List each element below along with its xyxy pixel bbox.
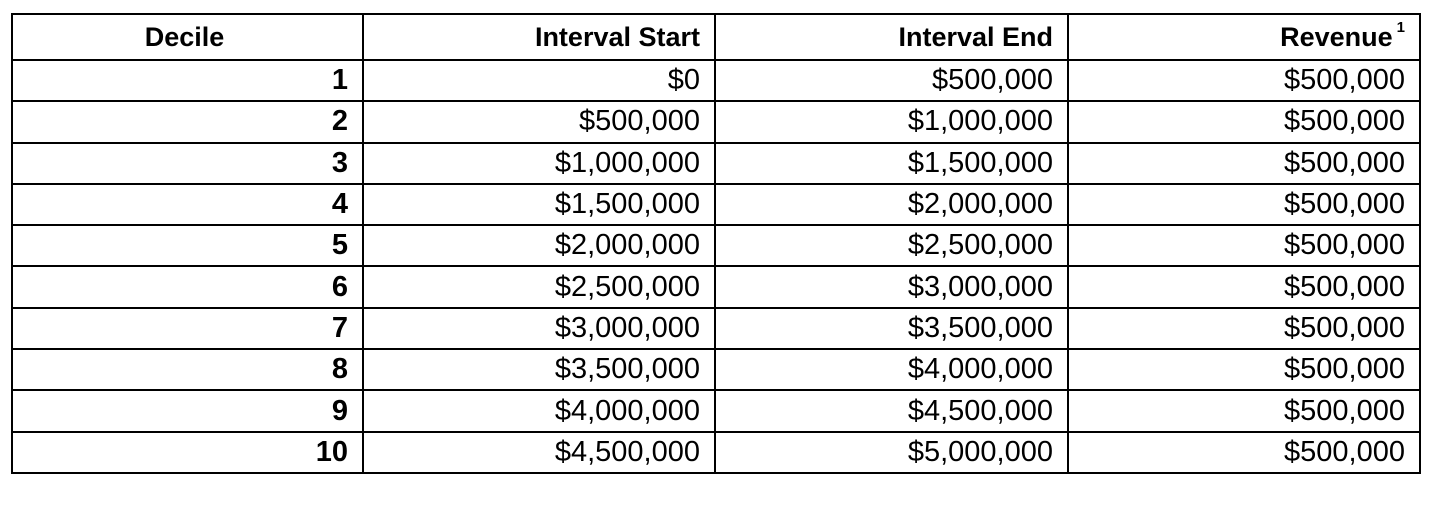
interval-start-cell: $0 bbox=[363, 60, 715, 101]
revenue-cell: $500,000 bbox=[1068, 225, 1420, 266]
decile-cell: 6 bbox=[12, 266, 363, 307]
table-row bbox=[12, 101, 1420, 142]
header-interval-start: Interval Start bbox=[363, 14, 715, 60]
header-revenue bbox=[1068, 14, 1420, 60]
interval-end-cell: $2,500,000 bbox=[715, 225, 1068, 266]
decile-cell: 2 bbox=[12, 101, 363, 142]
decile-cell: 9 bbox=[12, 390, 363, 431]
interval-end-cell: $1,000,000 bbox=[715, 101, 1068, 142]
revenue-cell: $500,000 bbox=[1068, 60, 1420, 101]
interval-start-cell: $4,000,000 bbox=[363, 390, 715, 431]
interval-start-cell: $500,000 bbox=[363, 101, 715, 142]
interval-end-cell: $5,000,000 bbox=[715, 432, 1068, 473]
interval-end-cell: $500,000 bbox=[715, 60, 1068, 101]
interval-end-cell: $4,500,000 bbox=[715, 390, 1068, 431]
table-row bbox=[12, 225, 1420, 266]
table-header-row bbox=[12, 14, 1420, 60]
header-decile: Decile bbox=[12, 14, 363, 60]
interval-start-cell: $1,000,000 bbox=[363, 143, 715, 184]
interval-end-cell: $2,000,000 bbox=[715, 184, 1068, 225]
revenue-cell: $500,000 bbox=[1068, 308, 1420, 349]
decile-cell: 10 bbox=[12, 432, 363, 473]
decile-cell: 8 bbox=[12, 349, 363, 390]
revenue-cell: $500,000 bbox=[1068, 349, 1420, 390]
interval-end-cell: $4,000,000 bbox=[715, 349, 1068, 390]
decile-cell: 5 bbox=[12, 225, 363, 266]
revenue-cell: $500,000 bbox=[1068, 390, 1420, 431]
revenue-cell: $500,000 bbox=[1068, 101, 1420, 142]
table-row bbox=[12, 143, 1420, 184]
decile-cell: 7 bbox=[12, 308, 363, 349]
table-row bbox=[12, 390, 1420, 431]
decile-cell: 3 bbox=[12, 143, 363, 184]
interval-end-cell: $3,000,000 bbox=[715, 266, 1068, 307]
table-row bbox=[12, 266, 1420, 307]
interval-end-cell: $1,500,000 bbox=[715, 143, 1068, 184]
table-row bbox=[12, 349, 1420, 390]
revenue-cell: $500,000 bbox=[1068, 184, 1420, 225]
interval-start-cell: $2,000,000 bbox=[363, 225, 715, 266]
decile-revenue-table bbox=[11, 13, 1421, 474]
decile-cell: 1 bbox=[12, 60, 363, 101]
revenue-cell: $500,000 bbox=[1068, 266, 1420, 307]
decile-cell: 4 bbox=[12, 184, 363, 225]
interval-start-cell: $1,500,000 bbox=[363, 184, 715, 225]
table-row bbox=[12, 60, 1420, 101]
header-revenue-label: Revenue bbox=[1280, 21, 1393, 52]
table-row bbox=[12, 308, 1420, 349]
decile-table-container bbox=[11, 13, 1421, 474]
revenue-footnote-marker: 1 bbox=[1396, 18, 1405, 36]
interval-start-cell: $3,000,000 bbox=[363, 308, 715, 349]
header-interval-end: Interval End bbox=[715, 14, 1068, 60]
interval-end-cell: $3,500,000 bbox=[715, 308, 1068, 349]
interval-start-cell: $3,500,000 bbox=[363, 349, 715, 390]
revenue-cell: $500,000 bbox=[1068, 432, 1420, 473]
interval-start-cell: $4,500,000 bbox=[363, 432, 715, 473]
interval-start-cell: $2,500,000 bbox=[363, 266, 715, 307]
revenue-cell: $500,000 bbox=[1068, 143, 1420, 184]
table-row bbox=[12, 432, 1420, 473]
table-row bbox=[12, 184, 1420, 225]
